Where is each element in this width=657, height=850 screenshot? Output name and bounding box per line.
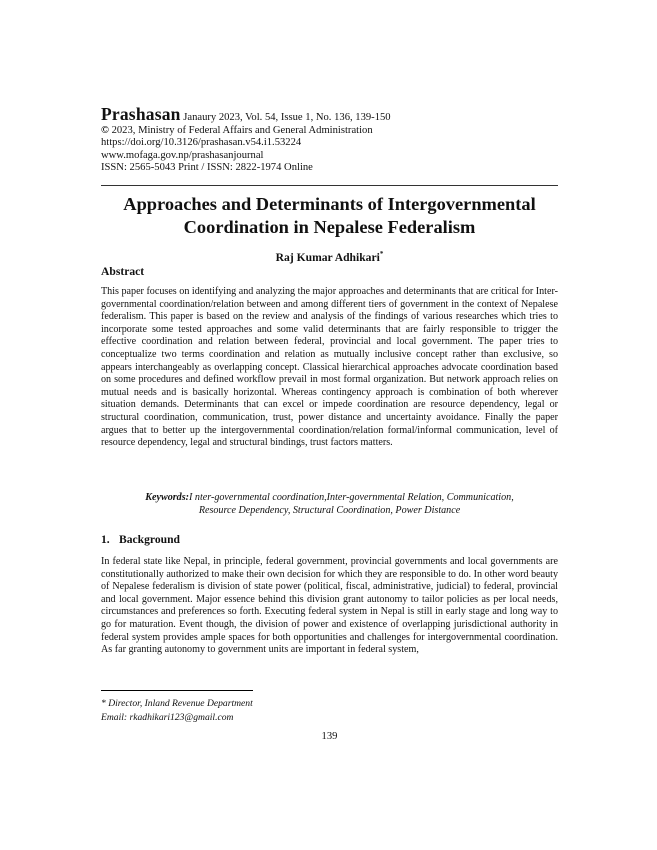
keywords-block	[101, 491, 558, 517]
background-text: In federal state like Nepal, in principle, federal government, provincial governments and local governments are constitutionally authorized to make their own decision for which they are responsible to do. In other word beauty of Nepalese federalism is division of state power (political, fiscal, administrative, judicial) to federal, provincial and local government. Major essence behind this division grant autonomy to tailor policies as per local needs, circumstances and preferences so forth. Executing federal system in Nepal is still in early stage and long way to go for maturation. Event though, the division of power and existence of overlapping jurisdictional authority in federal system provides ample spaces for both opportunities and challenges for intergovernmental coordination. As far granting autonomy to government units are important in federal system,	[101, 556, 558, 656]
title-line-1: Approaches and Determinants of Intergovernmental	[123, 194, 536, 214]
section-number: 1.	[101, 533, 110, 546]
copyright-line	[101, 125, 561, 138]
author-footnote-marker: *	[379, 250, 384, 258]
journal-name: Prashasan	[101, 104, 181, 124]
copyright-icon: ©	[101, 124, 109, 136]
issue-info: Janaury 2023, Vol. 54, Issue 1, No. 136, 139-150	[183, 112, 391, 123]
abstract-heading: Abstract	[101, 265, 145, 278]
abstract-text: This paper focuses on identifying and analyzing the major approaches and determinants that are critical for Inter-governmental coordination/relation between and among different tiers of government in the context of Nepalese federalism. This paper is based on the review and analysis of the findings of various researches which tries to incorporate some tested approaches and some valid determinants that are fairly responsible to trigger the effective coordination and relation between federal, provincial and local government. The paper tries to conceptualize two terms coordination and relation as mutually inclusive concept rather than exclusive, so appears interchangeably as overlapping concept. Classical hierarchical approaches advocate coordination based on some procedures and defined workflow prevail in most formal organization. But network approach relies on mutual needs and is basically horizontal. Whereas contingency approach is combination of both wherever situation demands. Determinants that can excel or impede coordination are resource dependency, legal or structural coordination, communication, trust, power distance and uncertainty avoidance. Finally the paper argues that to better up the intergovernmental coordination/relation formal/informal communication, level of resource dependency, legal and structural bindings, trust factors matters.	[101, 286, 558, 449]
footnote	[101, 697, 253, 724]
issn-info: ISSN: 2565-5043 Print / ISSN: 2822-1974 Online	[101, 162, 313, 174]
keywords-label: Keywords:	[145, 492, 190, 503]
footnote-affiliation: * Director, Inland Revenue Department	[101, 698, 253, 709]
keywords-line-2: Resource Dependency, Structural Coordination, Power Distance	[198, 505, 461, 516]
footnote-divider	[101, 690, 253, 691]
section-heading-background	[101, 533, 180, 546]
header-divider	[101, 185, 558, 186]
page-number: 139	[321, 731, 338, 742]
section-title: Background	[119, 533, 180, 546]
author-line	[101, 250, 558, 264]
title-line-2: Coordination in Nepalese Federalism	[183, 217, 476, 237]
copyright-text: 2023, Ministry of Federal Affairs and General Administration	[111, 124, 373, 136]
journal-header	[101, 104, 561, 175]
paper-title	[101, 193, 558, 239]
website-link[interactable]: www.mofaga.gov.np/prashasanjournal	[101, 149, 264, 161]
keywords-line-1	[101, 491, 558, 504]
footnote-email: Email: rkadhikari123@gmail.com	[101, 711, 234, 723]
keywords-text-1: I nter-governmental coordination,Inter-governmental Relation, Communication,	[189, 492, 514, 503]
doi-link[interactable]: https://doi.org/10.3126/prashasan.v54.i1.53224	[101, 137, 302, 149]
author-name: Raj Kumar Adhikari	[275, 250, 380, 264]
journal-citation-line	[101, 104, 561, 125]
